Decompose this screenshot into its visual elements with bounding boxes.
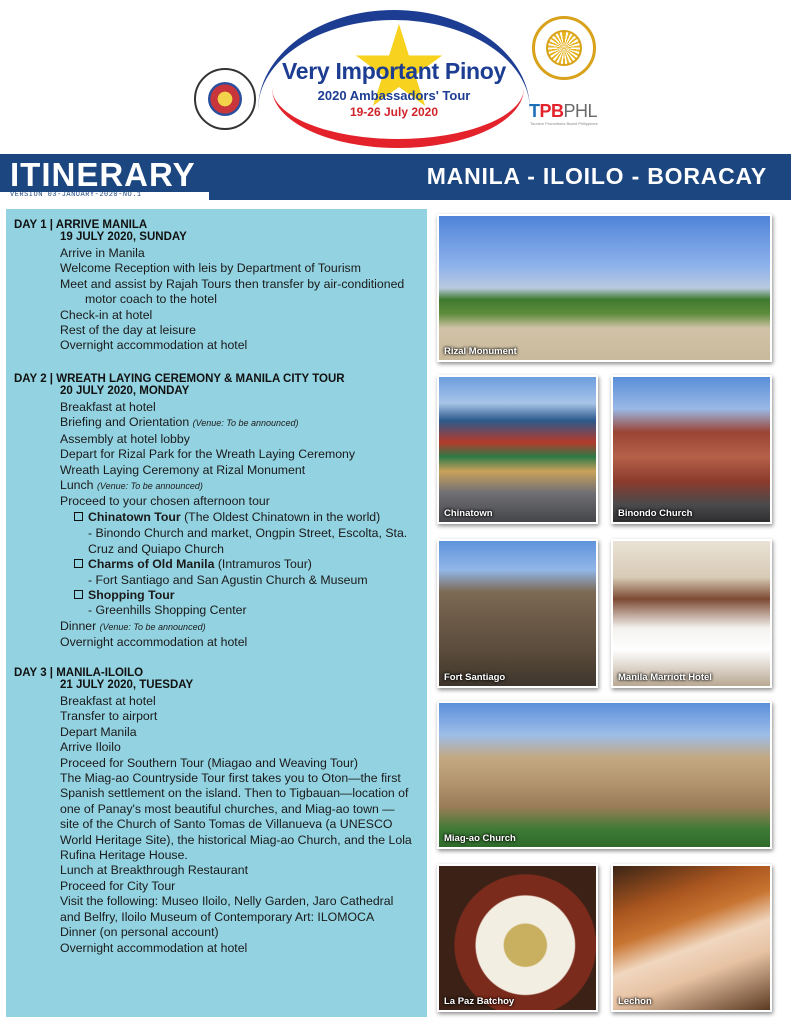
day-2-heading: DAY 2 | WREATH LAYING CEREMONY & MANILA CITY TOUR 20 JULY 2020, MONDAY	[14, 373, 345, 397]
day-1-heading: DAY 1 | ARRIVE MANILA 19 JULY 2020, SUNDAY	[14, 219, 187, 243]
logo-dates: 19-26 July 2020	[349, 105, 439, 119]
checkbox-icon	[74, 559, 83, 568]
photo-miagao-church	[437, 701, 772, 849]
list-item: one of Panay's most beautiful churches, and Miag-ao town —	[60, 801, 395, 816]
photo-caption: Rizal Monument	[444, 346, 517, 357]
photo-caption: Lechon	[618, 996, 652, 1007]
tpb-subtext: Tourism Promotions Board Philippines	[530, 121, 598, 126]
list-item: Spanish settlement on the island. Then to Tigbauan—location of	[60, 786, 409, 801]
photo-caption: Fort Santiago	[444, 672, 506, 683]
list-item: site of the Church of Santo Tomas de Villanueva (a UNESCO	[60, 817, 393, 832]
tpb-logo: TPBPHL	[529, 101, 598, 121]
list-item: and Belfry, Iloilo Museum of Contemporary Art: ILOMOCA	[60, 909, 375, 924]
list-item: Proceed for Southern Tour (Miagao and Weaving Tour)	[60, 755, 359, 770]
list-item: Briefing and Orientation (Venue: To be announced)	[60, 415, 299, 430]
vip-tour-logo	[258, 6, 530, 152]
photo-caption: Binondo Church	[618, 508, 693, 519]
list-item: Wreath Laying Ceremony at Rizal Monument	[60, 462, 306, 477]
itinerary-title: ITINERARY	[10, 156, 196, 193]
route-title: MANILA - ILOILO - BORACAY	[426, 163, 767, 189]
day-3-section	[14, 667, 412, 956]
list-item: Visit the following: Museo Iloilo, Nelly Garden, Jaro Cathedral	[60, 894, 394, 909]
list-item: Overnight accommodation at hotel	[60, 338, 248, 353]
photo-caption: La Paz Batchoy	[444, 996, 515, 1007]
list-item: Check-in at hotel	[60, 307, 153, 322]
list-item: motor coach to the hotel	[85, 292, 217, 307]
photo-rizal-monument	[437, 214, 772, 362]
list-item: Transfer to airport	[60, 709, 158, 724]
day-2-section	[14, 373, 407, 651]
list-item: Rest of the day at leisure	[60, 323, 197, 338]
checkbox-icon	[74, 590, 83, 599]
photo-fort-santiago	[437, 539, 598, 688]
list-item: Arrive in Manila	[60, 246, 145, 260]
list-item: Assembly at hotel lobby	[60, 431, 190, 446]
logo-title: Very Important Pinoy	[281, 58, 507, 84]
list-item: Lunch (Venue: To be announced)	[60, 478, 203, 493]
tour-option-shopping: Shopping Tour - Greenhills Shopping Center	[60, 588, 407, 619]
list-item: Breakfast at hotel	[60, 694, 156, 708]
photo-binondo-church	[611, 375, 772, 524]
tour-option-old-manila: Charms of Old Manila (Intramuros Tour) - Fort Santiago and San Agustin Church & Museum	[60, 557, 407, 588]
list-item: World Heritage Site), the historical Miag-ao Church, and the Lola	[60, 832, 412, 847]
list-item: Proceed for City Tour	[60, 878, 176, 893]
list-item: Welcome Reception with leis by Department of Tourism	[60, 261, 361, 276]
header	[0, 0, 791, 152]
day-3-heading: DAY 3 | MANILA-ILOILO 21 JULY 2020, TUESDAY	[14, 667, 194, 691]
list-item: Dinner (Venue: To be announced)	[60, 618, 206, 633]
list-item: Proceed to your chosen afternoon tour	[60, 494, 270, 509]
dot-seal-logo	[532, 16, 596, 80]
list-item: Meet and assist by Rajah Tours then transfer by air-conditioned	[60, 276, 405, 291]
list-item: Depart Manila	[60, 724, 137, 739]
list-item: Overnight accommodation at hotel	[60, 940, 248, 955]
photo-chinatown	[437, 375, 598, 524]
itinerary-panel	[6, 209, 427, 1017]
list-item: The Miag-ao Countryside Tour first takes you to Oton—the first	[60, 771, 401, 786]
logo-subtitle: 2020 Ambassadors' Tour	[317, 88, 471, 103]
checkbox-icon	[74, 512, 83, 521]
photo-lechon	[611, 864, 772, 1012]
photo-caption: Chinatown	[444, 508, 493, 519]
list-item: Breakfast at hotel	[60, 400, 156, 414]
list-item: Dinner (on personal account)	[60, 925, 219, 940]
list-item: Arrive Iloilo	[60, 740, 121, 755]
tour-option-chinatown: Chinatown Tour (The Oldest Chinatown in the world) - Binondo Church and market, Ongpin Street, Escolta, Sta. Cruz and Quiapo Church	[60, 510, 407, 557]
list-item: Depart for Rizal Park for the Wreath Laying Ceremony	[60, 447, 356, 462]
day-1-section	[14, 219, 404, 354]
photo-caption: Manila Marriott Hotel	[618, 672, 712, 683]
photo-manila-marriott	[611, 539, 772, 688]
list-item: Lunch at Breakthrough Restaurant	[60, 863, 248, 878]
photo-la-paz-batchoy	[437, 864, 598, 1012]
photo-caption: Miag-ao Church	[444, 833, 516, 844]
list-item: Rufina Heritage House.	[60, 848, 188, 863]
dfa-seal-logo	[194, 68, 256, 130]
version-label: VERSION 03-JANUARY-2020-NO.1	[10, 191, 142, 199]
list-item: Overnight accommodation at hotel	[60, 635, 248, 650]
